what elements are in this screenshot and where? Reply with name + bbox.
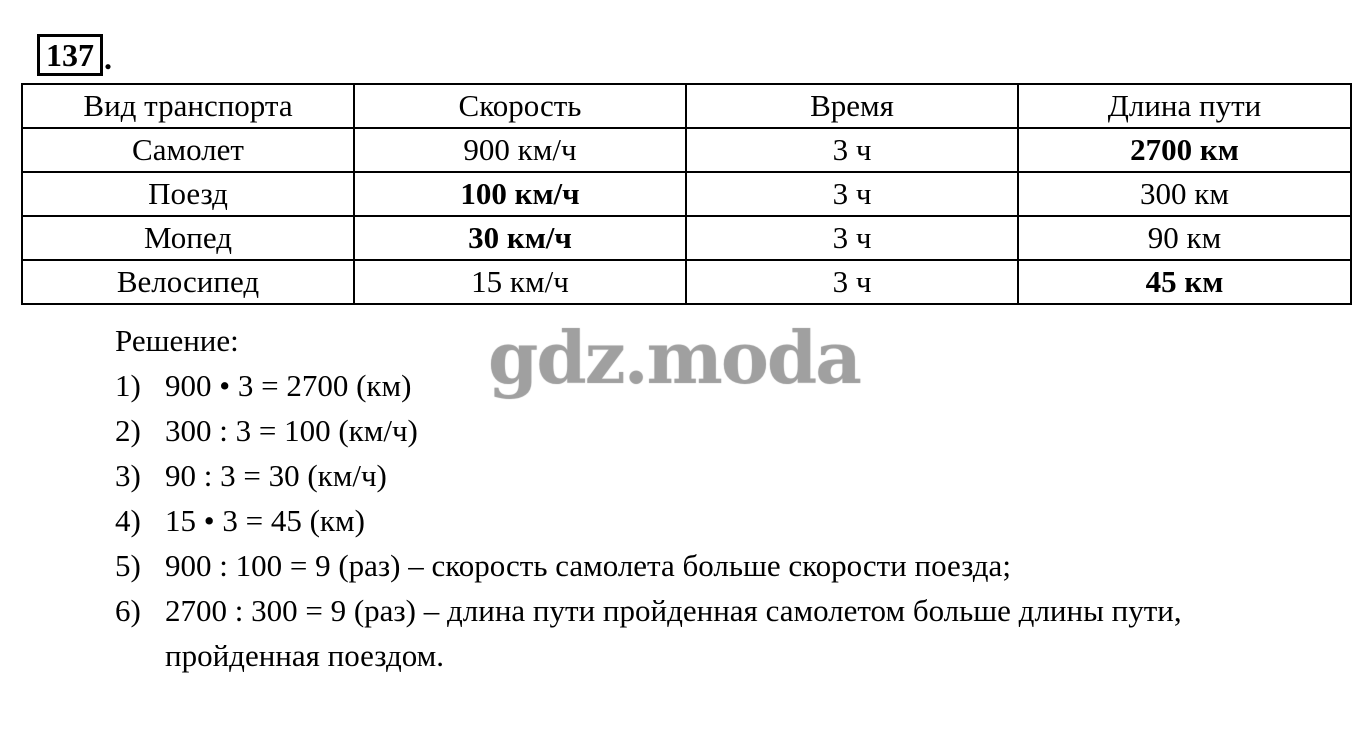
solution-block (115, 315, 1315, 678)
header-transport: Вид транспорта (22, 84, 354, 128)
cell-transport: Поезд (22, 172, 354, 216)
step-text: 2700 : 300 = 9 (раз) – длина пути пройденная самолетом больше длины пути, пройденная поездом. (165, 593, 1182, 673)
step-number: 4) (115, 503, 141, 538)
cell-time: 3 ч (686, 172, 1018, 216)
header-distance: Длина пути (1018, 84, 1351, 128)
solution-step (115, 543, 1315, 588)
solution-title: Решение: (115, 323, 239, 358)
step-text: 90 : 3 = 30 (км/ч) (165, 458, 387, 493)
cell-speed: 900 км/ч (354, 128, 686, 172)
step-text: 900 : 100 = 9 (раз) – скорость самолета больше скорости поезда; (165, 548, 1011, 583)
step-text: 900 • 3 = 2700 (км) (165, 368, 412, 403)
cell-transport: Мопед (22, 216, 354, 260)
cell-speed: 100 км/ч (354, 172, 686, 216)
solution-step (115, 453, 1315, 498)
cell-distance: 2700 км (1018, 128, 1351, 172)
solution-step (115, 408, 1315, 453)
cell-time: 3 ч (686, 216, 1018, 260)
cell-transport: Велосипед (22, 260, 354, 304)
step-text: 300 : 3 = 100 (км/ч) (165, 413, 418, 448)
step-number: 6) (115, 593, 141, 628)
problem-number-box: 137 (37, 34, 103, 76)
step-number: 3) (115, 458, 141, 493)
table-row (22, 216, 1351, 260)
table-row (22, 172, 1351, 216)
step-number: 5) (115, 548, 141, 583)
cell-distance: 300 км (1018, 172, 1351, 216)
problem-number (37, 36, 112, 76)
table-row (22, 128, 1351, 172)
solution-step (115, 588, 1315, 678)
cell-distance: 45 км (1018, 260, 1351, 304)
cell-speed: 30 км/ч (354, 216, 686, 260)
header-speed: Скорость (354, 84, 686, 128)
step-number: 2) (115, 413, 141, 448)
transport-table (21, 83, 1352, 305)
cell-time: 3 ч (686, 128, 1018, 172)
table-header-row (22, 84, 1351, 128)
solution-step (115, 363, 1315, 408)
cell-transport: Самолет (22, 128, 354, 172)
cell-distance: 90 км (1018, 216, 1351, 260)
step-text: 15 • 3 = 45 (км) (165, 503, 365, 538)
solution-step (115, 498, 1315, 543)
problem-number-dot: . (104, 40, 112, 76)
header-time: Время (686, 84, 1018, 128)
table-row (22, 260, 1351, 304)
watermark-logo: gdz.moda (488, 315, 860, 400)
cell-speed: 15 км/ч (354, 260, 686, 304)
cell-time: 3 ч (686, 260, 1018, 304)
step-number: 1) (115, 368, 141, 403)
